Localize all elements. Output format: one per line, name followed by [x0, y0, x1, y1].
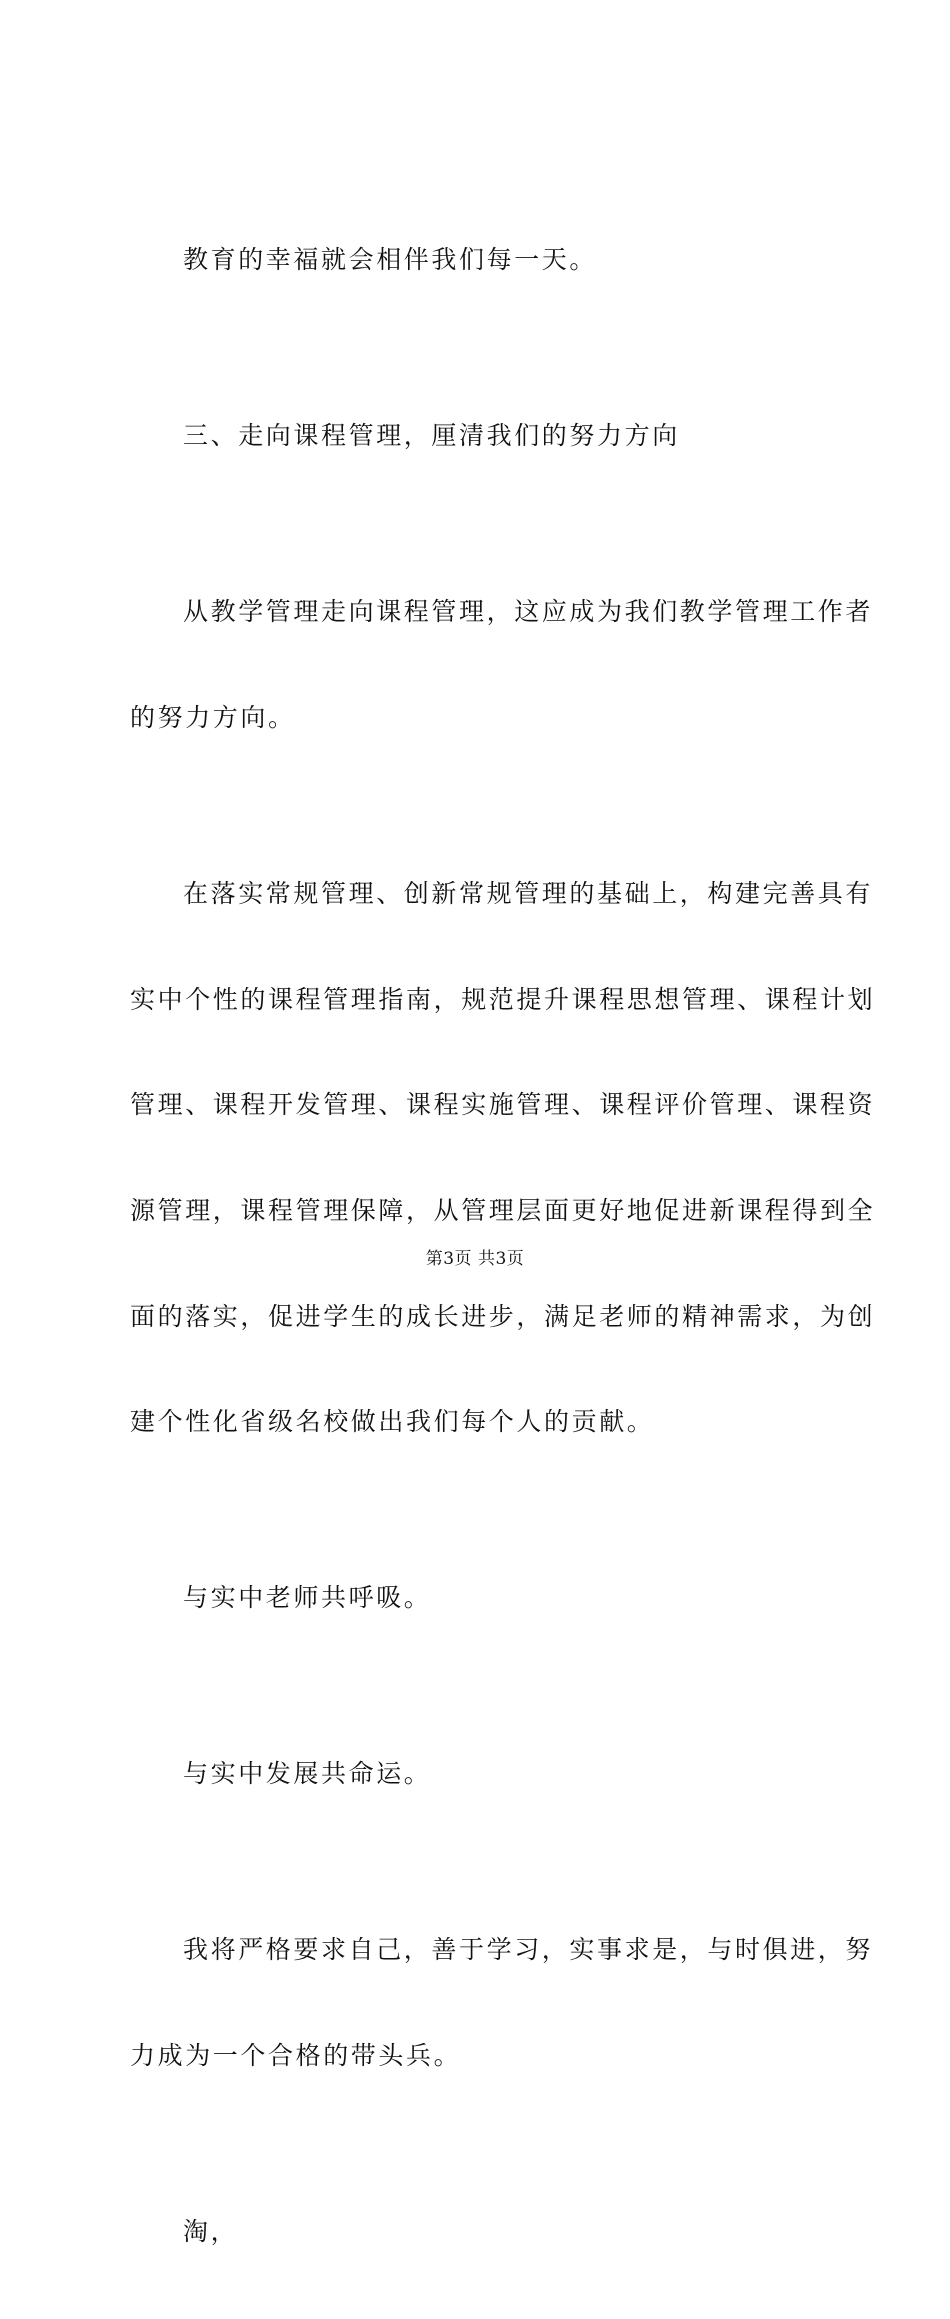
paragraph-line: 三、走向课程管理，厘清我们的努力方向	[183, 421, 680, 451]
paragraph-4	[130, 806, 876, 1510]
paragraph-line: 力成为一个合格的带头兵。	[130, 2040, 462, 2070]
paragraph-line: 的努力方向。	[130, 703, 296, 733]
paragraph-line: 管理、课程开发管理、课程实施管理、课程评价管理、课程资	[130, 1090, 876, 1120]
paragraph-line: 在落实常规管理、创新常规管理的基础上，构建完善具有	[183, 879, 874, 909]
paragraph-line: 与实中老师共呼吸。	[183, 1583, 432, 1613]
paragraph-5	[130, 1510, 830, 1686]
paragraph-line: 我将严格要求自己，善于学习，实事求是，与时俱进，努	[183, 1935, 874, 1965]
paragraph-line: 教育的幸福就会相伴我们每一天。	[183, 245, 598, 275]
paragraph-6	[130, 1686, 830, 1862]
paragraph-8	[130, 2143, 830, 2319]
section-heading	[130, 348, 830, 524]
paragraph-line: 建个性化省级名校做出我们每个人的贡献。	[130, 1407, 655, 1437]
paragraph-7	[130, 1862, 874, 2144]
paragraph-line: 从教学管理走向课程管理，这应成为我们教学管理工作者	[183, 597, 874, 627]
paragraph-1	[130, 172, 830, 348]
paragraph-line: 源管理，课程管理保障，从管理层面更好地促进新课程得到全	[130, 1195, 876, 1225]
paragraph-3	[130, 524, 874, 806]
paragraph-line: 面的落实，促进学生的成长进步，满足老师的精神需求，为创	[130, 1301, 876, 1331]
paragraph-line: 与实中发展共命运。	[183, 1759, 432, 1789]
paragraph-line: 实中个性的课程管理指南，规范提升课程思想管理、课程计划	[130, 984, 876, 1014]
page-number-footer: 第3页 共3页	[425, 1249, 525, 1269]
paragraph-line: 淘，	[183, 2216, 239, 2246]
